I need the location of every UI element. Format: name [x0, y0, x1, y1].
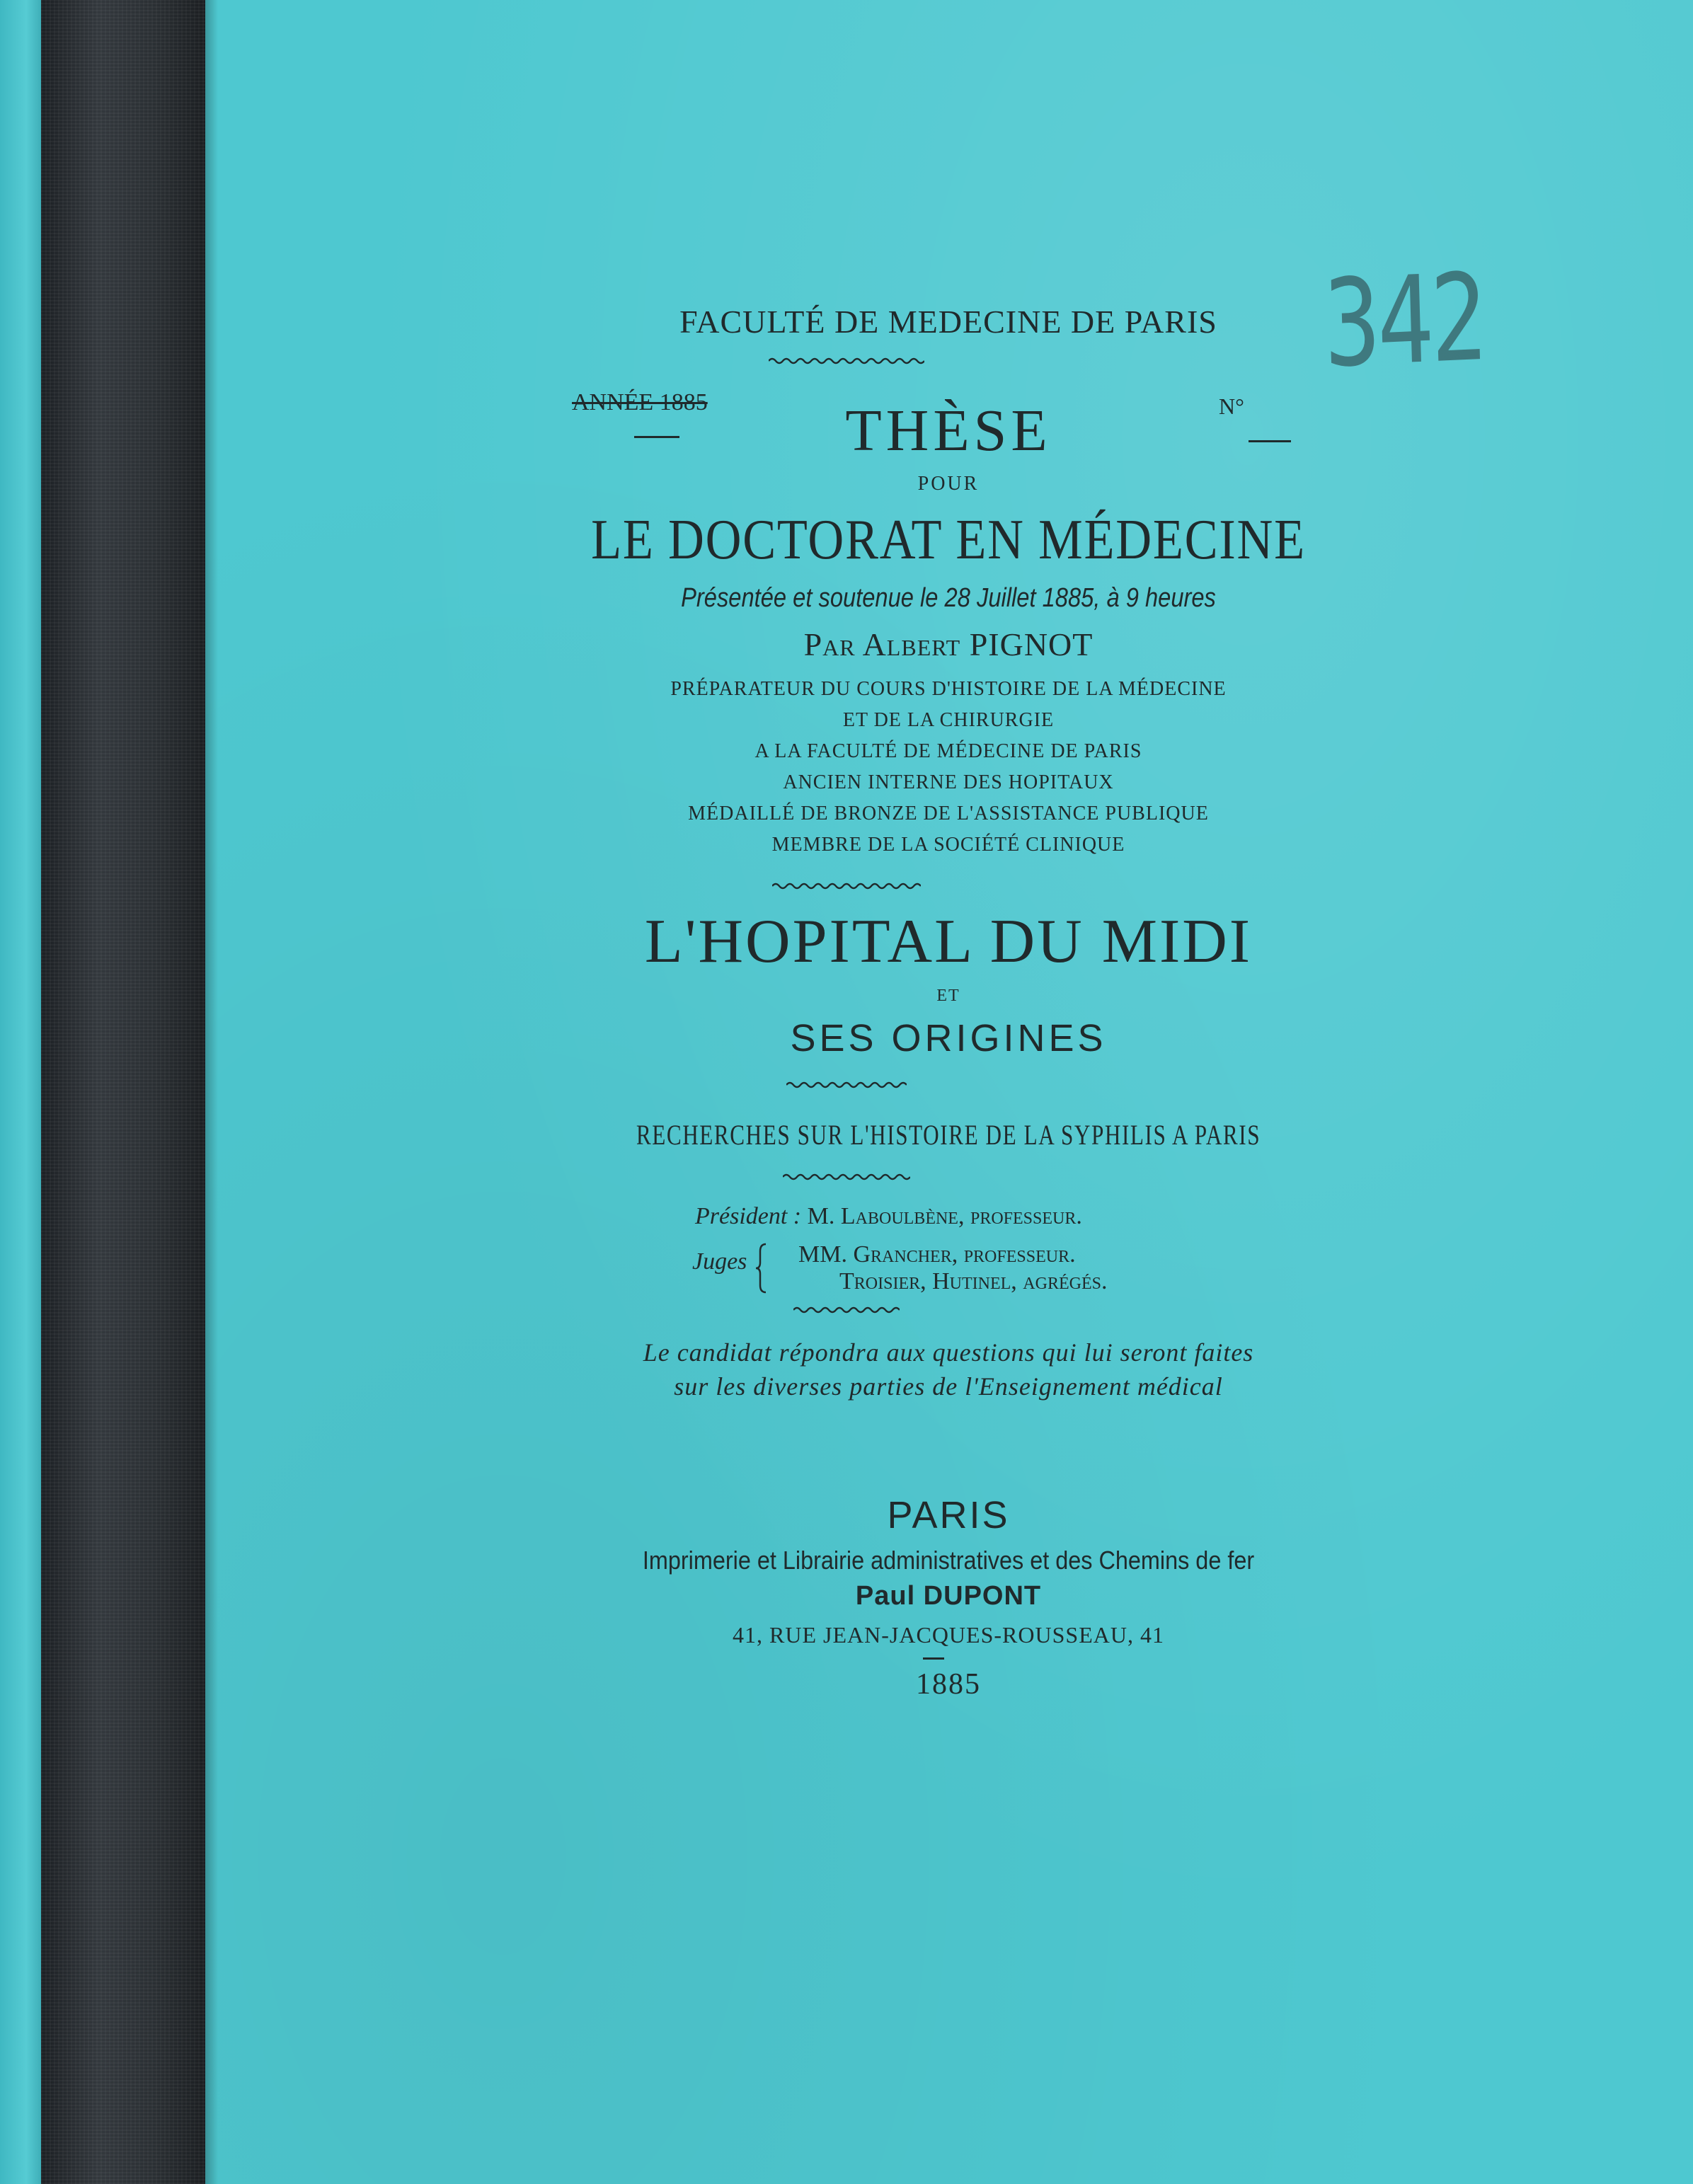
- presentee-line: Présentée et soutenue le 28 Juillet 1885, à 9 heures: [681, 583, 1216, 613]
- juges-label: Juges: [692, 1248, 747, 1275]
- publisher-city: PARIS: [887, 1494, 1010, 1536]
- publisher-name: Paul DUPONT: [855, 1581, 1042, 1611]
- title-line-4: ANCIEN INTERNE DES HOPITAUX: [783, 771, 1114, 793]
- year-dash: [923, 1657, 944, 1660]
- numero-dash: [1249, 440, 1291, 442]
- title-line-6: MEMBRE DE LA SOCIÉTÉ CLINIQUE: [771, 834, 1125, 856]
- president-label: Président :: [695, 1203, 802, 1229]
- title-line-3: A LA FACULTÉ DE MÉDECINE DE PARIS: [754, 740, 1142, 762]
- et-label: ET: [936, 987, 960, 1005]
- wavy-rule-4: [0, 1172, 1693, 1185]
- note-line-2: sur les diverses parties de l'Enseignement médical: [674, 1372, 1223, 1401]
- research-line: RECHERCHES SUR L'HISTOIRE DE LA SYPHILIS A PARIS: [636, 1119, 1261, 1151]
- juges-brace-icon: [754, 1243, 770, 1294]
- numero-label: N°: [1219, 393, 1244, 419]
- title-line-1: PRÉPARATEUR DU COURS D'HISTOIRE DE LA MÉDECINE: [670, 678, 1227, 700]
- doctorat-heading: LE DOCTORAT EN MÉDECINE: [591, 509, 1306, 571]
- president-line: [695, 1203, 1082, 1230]
- wavy-rule-2: [0, 880, 1693, 895]
- annee-label: ANNÉE 1885: [572, 389, 708, 415]
- wavy-rule-1: [0, 355, 1693, 370]
- juges-line-1: MM. Grancher, professeur.: [798, 1241, 1076, 1268]
- juges-line-2: Troisier, Hutinel, agrégés.: [839, 1268, 1108, 1294]
- title-line-2: ET DE LA CHIRURGIE: [842, 709, 1055, 731]
- wavy-rule-5: [0, 1305, 1693, 1318]
- president-text: M. Laboulbène, professeur.: [807, 1203, 1082, 1229]
- faculty-heading: FACULTÉ DE MEDECINE DE PARIS: [679, 304, 1217, 340]
- author-line: Par Albert PIGNOT: [803, 626, 1094, 662]
- publisher-imprimerie: Imprimerie et Librairie administratives et des Chemins de fer: [642, 1546, 1255, 1575]
- wavy-rule-3: [0, 1080, 1693, 1093]
- publisher-address: 41, RUE JEAN-JACQUES-ROUSSEAU, 41: [733, 1622, 1164, 1648]
- these-heading: THÈSE: [845, 398, 1052, 464]
- note-line-1: Le candidat répondra aux questions qui lui seront faites: [643, 1338, 1254, 1367]
- publication-year: 1885: [916, 1668, 981, 1701]
- thesis-title: L'HOPITAL DU MIDI: [644, 907, 1253, 976]
- pour-label: POUR: [917, 473, 980, 495]
- title-line-5: MÉDAILLÉ DE BRONZE DE L'ASSISTANCE PUBLIQUE: [688, 803, 1209, 824]
- thesis-subtitle: SES ORIGINES: [790, 1017, 1107, 1059]
- catalog-stamp-number: 342: [1322, 247, 1486, 395]
